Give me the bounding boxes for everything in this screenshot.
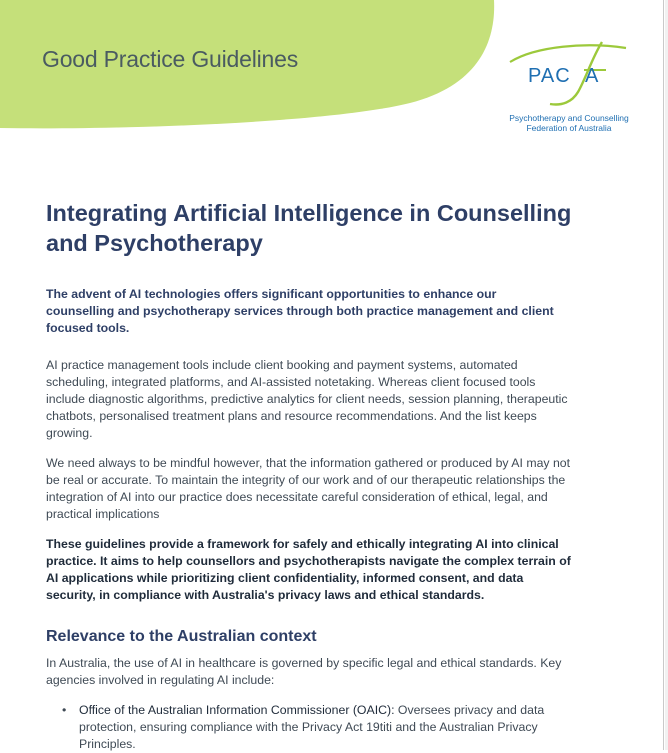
- svg-text:PAC: PAC: [528, 65, 571, 87]
- svg-text:A: A: [585, 65, 599, 87]
- agency-name: Office of the Australian Information Commissioner (OAIC):: [79, 703, 395, 717]
- list-item: [46, 702, 576, 753]
- intro-paragraph: The advent of AI technologies offers significant opportunities to enhance our counselling and psychotherapy services through both practice management and client focused tools.: [46, 287, 554, 335]
- pacfa-logo: [506, 40, 632, 135]
- logo-name-line2: Federation of Australia: [526, 123, 612, 133]
- document-title: Integrating Artificial Intelligence in Counselling and Psychotherapy: [46, 200, 572, 256]
- page-edge: [663, 0, 664, 750]
- paragraph-guidelines-purpose: These guidelines provide a framework for safely and ethically integrating AI into clinical practice. It aims to help counsellors and psychotherapists navigate the complex terrain of AI applications while prioritizing client confidentiality, informed consent, and data security, in compliance with Australia's privacy laws and ethical standards.: [46, 537, 571, 602]
- agency-description: Oversees privacy and data protection, ensuring compliance with the Privacy Act 19titi and the Australian Privacy Principles.: [79, 703, 545, 751]
- section-paragraph: In Australia, the use of AI in healthcare is governed by specific legal and ethical standards. Key agencies involved in regulating AI include:: [46, 656, 562, 687]
- logo-organisation-name: [506, 113, 632, 133]
- paragraph-accuracy-caution: We need always to be mindful however, that the information gathered or produced by AI may not be real or accurate. To maintain the integrity of our work and of our therapeutic relationships the integration of AI into our practice does necessitate careful consideration of ethical, legal, and practical implications: [46, 456, 571, 521]
- bullet-icon: •: [62, 703, 67, 717]
- logo-name-line1: Psychotherapy and Counselling: [509, 113, 629, 123]
- agency-list: [46, 702, 576, 753]
- paragraph-ai-tools: AI practice management tools include client booking and payment systems, automated scheduling, integrated platforms, and AI-assisted notetaking. Whereas client focused tools include diagnostic algorithms, predictive analytics for client needs, session planning, therapeutic chatbots, personalised treatment plans and resource recommendations. And the list keeps growing.: [46, 358, 568, 440]
- section-heading: Relevance to the Australian context: [46, 628, 317, 645]
- logo-lettering: [506, 60, 632, 100]
- header-title: Good Practice Guidelines: [42, 46, 299, 72]
